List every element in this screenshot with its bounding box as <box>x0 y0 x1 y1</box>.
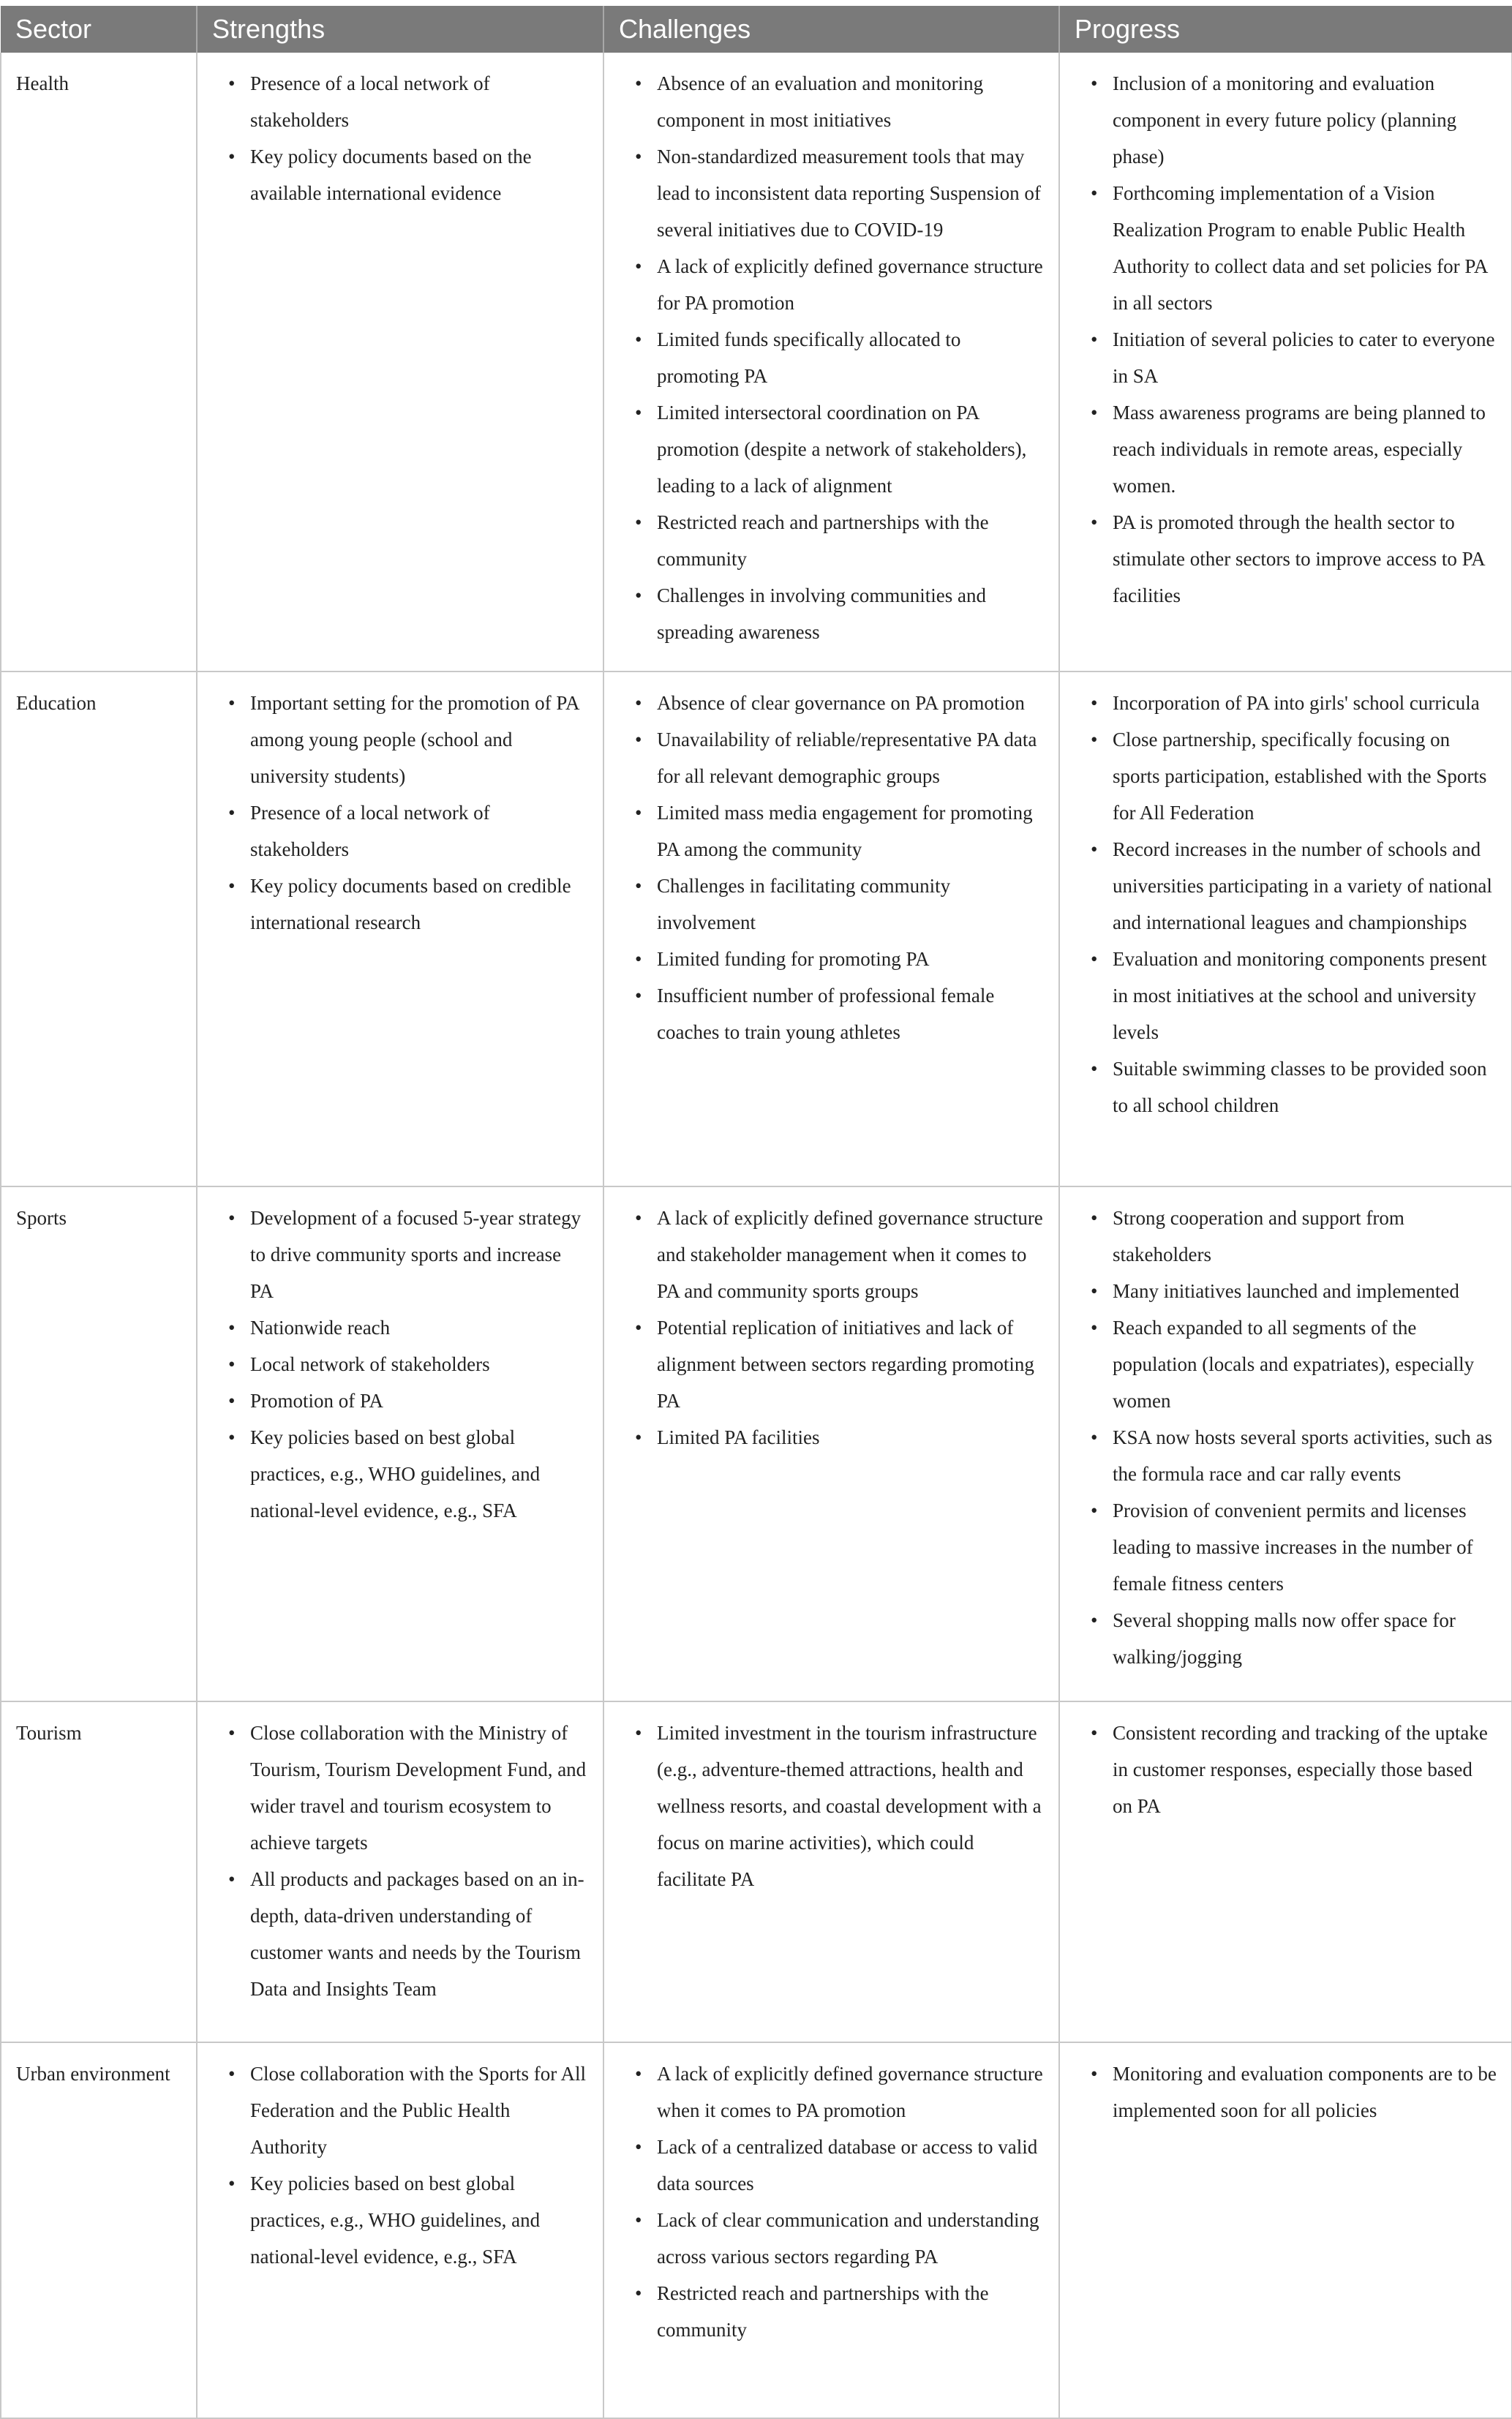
list-item: • Restricted reach and partnerships with the community <box>657 504 1044 577</box>
list-item: • Forthcoming implementation of a Vision Realization Program to enable Public Health Authority to collect data and set policies for PA in all sectors <box>1113 175 1497 321</box>
challenges-list <box>619 1200 1044 1456</box>
sector-cell: Sports <box>1 1186 197 1701</box>
list-item: • Limited mass media engagement for promoting PA among the community <box>657 794 1044 868</box>
list-item: • Close collaboration with the Sports for All Federation and the Public Health Authority <box>250 2055 588 2165</box>
list-item: • A lack of explicitly defined governance structure when it comes to PA promotion <box>657 2055 1044 2129</box>
sector-cell: Education <box>1 671 197 1186</box>
header-challenges: Challenges <box>603 6 1059 53</box>
list-item: • Monitoring and evaluation components are to be implemented soon for all policies <box>1113 2055 1497 2129</box>
strengths-cell <box>197 2042 603 2418</box>
table-header <box>1 6 1512 53</box>
strengths-cell <box>197 1701 603 2042</box>
list-item: • Key policies based on best global practices, e.g., WHO guidelines, and national-level evidence, e.g., SFA <box>250 1419 588 1529</box>
list-item: • Key policies based on best global practices, e.g., WHO guidelines, and national-level evidence, e.g., SFA <box>250 2165 588 2275</box>
list-item: • Lack of a centralized database or access to valid data sources <box>657 2129 1044 2202</box>
challenges-list <box>619 685 1044 1050</box>
list-item: • Limited intersectoral coordination on PA promotion (despite a network of stakeholders), leading to a lack of alignment <box>657 394 1044 504</box>
table-container <box>0 6 1512 2419</box>
list-item: • Many initiatives launched and implemented <box>1113 1273 1497 1309</box>
challenges-cell <box>603 671 1059 1186</box>
list-item: • Challenges in involving communities and spreading awareness <box>657 577 1044 650</box>
progress-cell <box>1059 53 1512 671</box>
list-item: • Consistent recording and tracking of the uptake in customer responses, especially those based on PA <box>1113 1715 1497 1824</box>
list-item: • All products and packages based on an in-depth, data-driven understanding of customer wants and needs by the Tourism Data and Insights Team <box>250 1861 588 2007</box>
progress-cell <box>1059 1701 1512 2042</box>
list-item: • A lack of explicitly defined governance structure and stakeholder management when it comes to PA and community sports groups <box>657 1200 1044 1309</box>
challenges-list <box>619 2055 1044 2348</box>
strengths-cell <box>197 1186 603 1701</box>
header-progress: Progress <box>1059 6 1512 53</box>
list-item: • Presence of a local network of stakeholders <box>250 794 588 868</box>
list-item: • Important setting for the promotion of PA among young people (school and university students) <box>250 685 588 794</box>
list-item: • Mass awareness programs are being planned to reach individuals in remote areas, especially women. <box>1113 394 1497 504</box>
list-item: • Suitable swimming classes to be provided soon to all school children <box>1113 1050 1497 1124</box>
list-item: • Limited PA facilities <box>657 1419 1044 1456</box>
header-row <box>1 6 1512 53</box>
list-item: • Record increases in the number of schools and universities participating in a variety of national and international leagues and championships <box>1113 831 1497 941</box>
sector-cell: Tourism <box>1 1701 197 2042</box>
table-body <box>1 53 1512 2418</box>
progress-list <box>1075 1200 1497 1675</box>
list-item: • Promotion of PA <box>250 1382 588 1419</box>
list-item: • Inclusion of a monitoring and evaluation component in every future policy (planning phase) <box>1113 65 1497 175</box>
list-item: • Strong cooperation and support from stakeholders <box>1113 1200 1497 1273</box>
strengths-list <box>212 1200 588 1529</box>
list-item: • Absence of clear governance on PA promotion <box>657 685 1044 721</box>
progress-cell <box>1059 2042 1512 2418</box>
challenges-list <box>619 1715 1044 1897</box>
list-item: • Restricted reach and partnerships with the community <box>657 2275 1044 2348</box>
list-item: • Key policy documents based on credible international research <box>250 868 588 941</box>
table-row <box>1 1186 1512 1701</box>
list-item: • Limited investment in the tourism infrastructure (e.g., adventure-themed attractions, health and wellness resorts, and coastal development with a focus on marine activities), which could facilitate PA <box>657 1715 1044 1897</box>
list-item: • Local network of stakeholders <box>250 1346 588 1382</box>
strengths-list <box>212 1715 588 2007</box>
list-item: • Limited funds specifically allocated to promoting PA <box>657 321 1044 394</box>
challenges-cell <box>603 1186 1059 1701</box>
list-item: • Close collaboration with the Ministry of Tourism, Tourism Development Fund, and wider travel and tourism ecosystem to achieve targets <box>250 1715 588 1861</box>
challenges-cell <box>603 53 1059 671</box>
strengths-list <box>212 685 588 941</box>
strengths-list <box>212 2055 588 2275</box>
list-item: • Several shopping malls now offer space for walking/jogging <box>1113 1602 1497 1675</box>
list-item: • Limited funding for promoting PA <box>657 941 1044 977</box>
list-item: • Potential replication of initiatives and lack of alignment between sectors regarding promoting PA <box>657 1309 1044 1419</box>
header-strengths: Strengths <box>197 6 603 53</box>
list-item: • Non-standardized measurement tools that may lead to inconsistent data reporting Suspension of several initiatives due to COVID-19 <box>657 138 1044 248</box>
list-item: • KSA now hosts several sports activities, such as the formula race and car rally events <box>1113 1419 1497 1492</box>
list-item: • Evaluation and monitoring components present in most initiatives at the school and university levels <box>1113 941 1497 1050</box>
strengths-cell <box>197 53 603 671</box>
list-item: • Unavailability of reliable/representative PA data for all relevant demographic groups <box>657 721 1044 794</box>
progress-list <box>1075 1715 1497 1824</box>
table-row <box>1 671 1512 1186</box>
sector-cell: Urban environment <box>1 2042 197 2418</box>
progress-list <box>1075 65 1497 614</box>
table-row <box>1 53 1512 671</box>
progress-cell <box>1059 671 1512 1186</box>
list-item: • Presence of a local network of stakeholders <box>250 65 588 138</box>
list-item: • Reach expanded to all segments of the population (locals and expatriates), especially women <box>1113 1309 1497 1419</box>
list-item: • Provision of convenient permits and licenses leading to massive increases in the number of female fitness centers <box>1113 1492 1497 1602</box>
list-item: • Challenges in facilitating community involvement <box>657 868 1044 941</box>
list-item: • Initiation of several policies to cater to everyone in SA <box>1113 321 1497 394</box>
progress-list <box>1075 2055 1497 2129</box>
list-item: • A lack of explicitly defined governance structure for PA promotion <box>657 248 1044 321</box>
challenges-cell <box>603 2042 1059 2418</box>
strengths-list <box>212 65 588 211</box>
list-item: • Development of a focused 5-year strategy to drive community sports and increase PA <box>250 1200 588 1309</box>
header-sector: Sector <box>1 6 197 53</box>
challenges-list <box>619 65 1044 650</box>
list-item: • Absence of an evaluation and monitoring component in most initiatives <box>657 65 1044 138</box>
progress-list <box>1075 685 1497 1124</box>
list-item: • Lack of clear communication and understanding across various sectors regarding PA <box>657 2202 1044 2275</box>
table-row <box>1 2042 1512 2418</box>
sector-cell: Health <box>1 53 197 671</box>
list-item: • Key policy documents based on the available international evidence <box>250 138 588 211</box>
list-item: • Nationwide reach <box>250 1309 588 1346</box>
challenges-cell <box>603 1701 1059 2042</box>
progress-cell <box>1059 1186 1512 1701</box>
list-item: • Insufficient number of professional female coaches to train young athletes <box>657 977 1044 1050</box>
table-row <box>1 1701 1512 2042</box>
list-item: • Close partnership, specifically focusing on sports participation, established with the Sports for All Federation <box>1113 721 1497 831</box>
strengths-cell <box>197 671 603 1186</box>
sector-analysis-table <box>0 6 1512 2419</box>
list-item: • Incorporation of PA into girls' school curricula <box>1113 685 1497 721</box>
list-item: • PA is promoted through the health sector to stimulate other sectors to improve access to PA facilities <box>1113 504 1497 614</box>
